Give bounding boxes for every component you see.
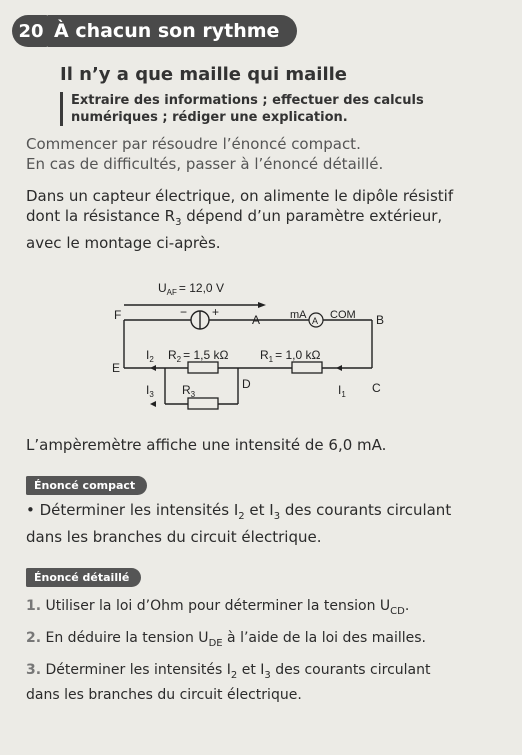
compact-tag: Énoncé compact <box>26 476 147 495</box>
resistor-r2 <box>188 362 218 373</box>
step-3: 3. Déterminer les intensités $I_2$ et $I_3$ des courants circulant dans les branches du circuit électrique. <box>26 661 431 704</box>
problem-statement <box>26 186 506 253</box>
current-arrow-i2 <box>150 365 156 371</box>
node-b: B <box>376 313 385 327</box>
ammeter-ma: mA <box>290 309 307 321</box>
label-r1: $R_1 = 1,0$ kΩ <box>260 348 321 364</box>
ammeter-com: COM <box>330 309 356 321</box>
node-f: F <box>114 308 122 322</box>
intro-line: Commencer par résoudre l’énoncé compact. <box>26 135 361 153</box>
intro-line: En cas de difficultés, passer à l’énoncé détaillé. <box>26 155 384 173</box>
problem-line: Dans un capteur électrique, on alimente le dipôle résistif <box>26 187 454 205</box>
resistor-r3 <box>188 398 218 409</box>
detailed-tag: Énoncé détaillé <box>26 568 141 587</box>
problem-line: dont la résistance $R_3$ dépend d’un paramètre extérieur, <box>26 207 443 228</box>
intro-text <box>26 134 383 174</box>
ammeter-symbol: A <box>312 316 319 326</box>
label-r3: $R_3$ <box>182 383 196 399</box>
resistor-r1 <box>292 362 322 373</box>
step-1: 1. Utiliser la loi d’Ohm pour déterminer la tension $U_{CD}$. <box>26 598 410 617</box>
ammeter-reading: L’ampèremètre affiche une intensité de 6,0 mA. <box>26 436 387 454</box>
gen-plus: + <box>212 305 220 319</box>
label-i3: $I_3$ <box>146 383 154 399</box>
voltage-label: $U_{AF} = 12,0$ V <box>158 281 224 297</box>
label-i2: $I_2$ <box>146 348 154 364</box>
node-a: A <box>252 313 261 327</box>
detailed-steps <box>26 596 506 711</box>
gen-minus: − <box>180 305 188 319</box>
problem-line: avec le montage ci-après. <box>26 234 221 252</box>
compact-statement: • Déterminer les intensités $I_2$ et $I_3$ des courants circulant dans les branches du circuit électrique. <box>26 501 452 546</box>
exercise-subtitle: Il n’y a que maille qui maille <box>60 64 348 85</box>
node-d: D <box>242 377 251 391</box>
skills-box <box>60 92 431 126</box>
skills-line: numériques ; rédiger une explication. <box>71 110 348 125</box>
label-i1: $I_1$ <box>338 383 346 399</box>
node-c: C <box>372 381 381 395</box>
circuit-diagram <box>110 272 400 412</box>
label-r2: $R_2 = 1,5$ kΩ <box>168 348 229 364</box>
skills-line: Extraire des informations ; effectuer des calculs <box>71 93 424 108</box>
node-e: E <box>112 361 121 375</box>
step-2: 2. En déduire la tension $U_{DE}$ à l’aide de la loi des mailles. <box>26 629 426 649</box>
exercise-title: À chacun son rythme <box>48 15 297 47</box>
exercise-number: 20 <box>12 15 50 47</box>
exercise-header <box>12 14 297 48</box>
current-arrow-i3 <box>150 401 156 407</box>
current-arrow-i1 <box>336 365 342 371</box>
